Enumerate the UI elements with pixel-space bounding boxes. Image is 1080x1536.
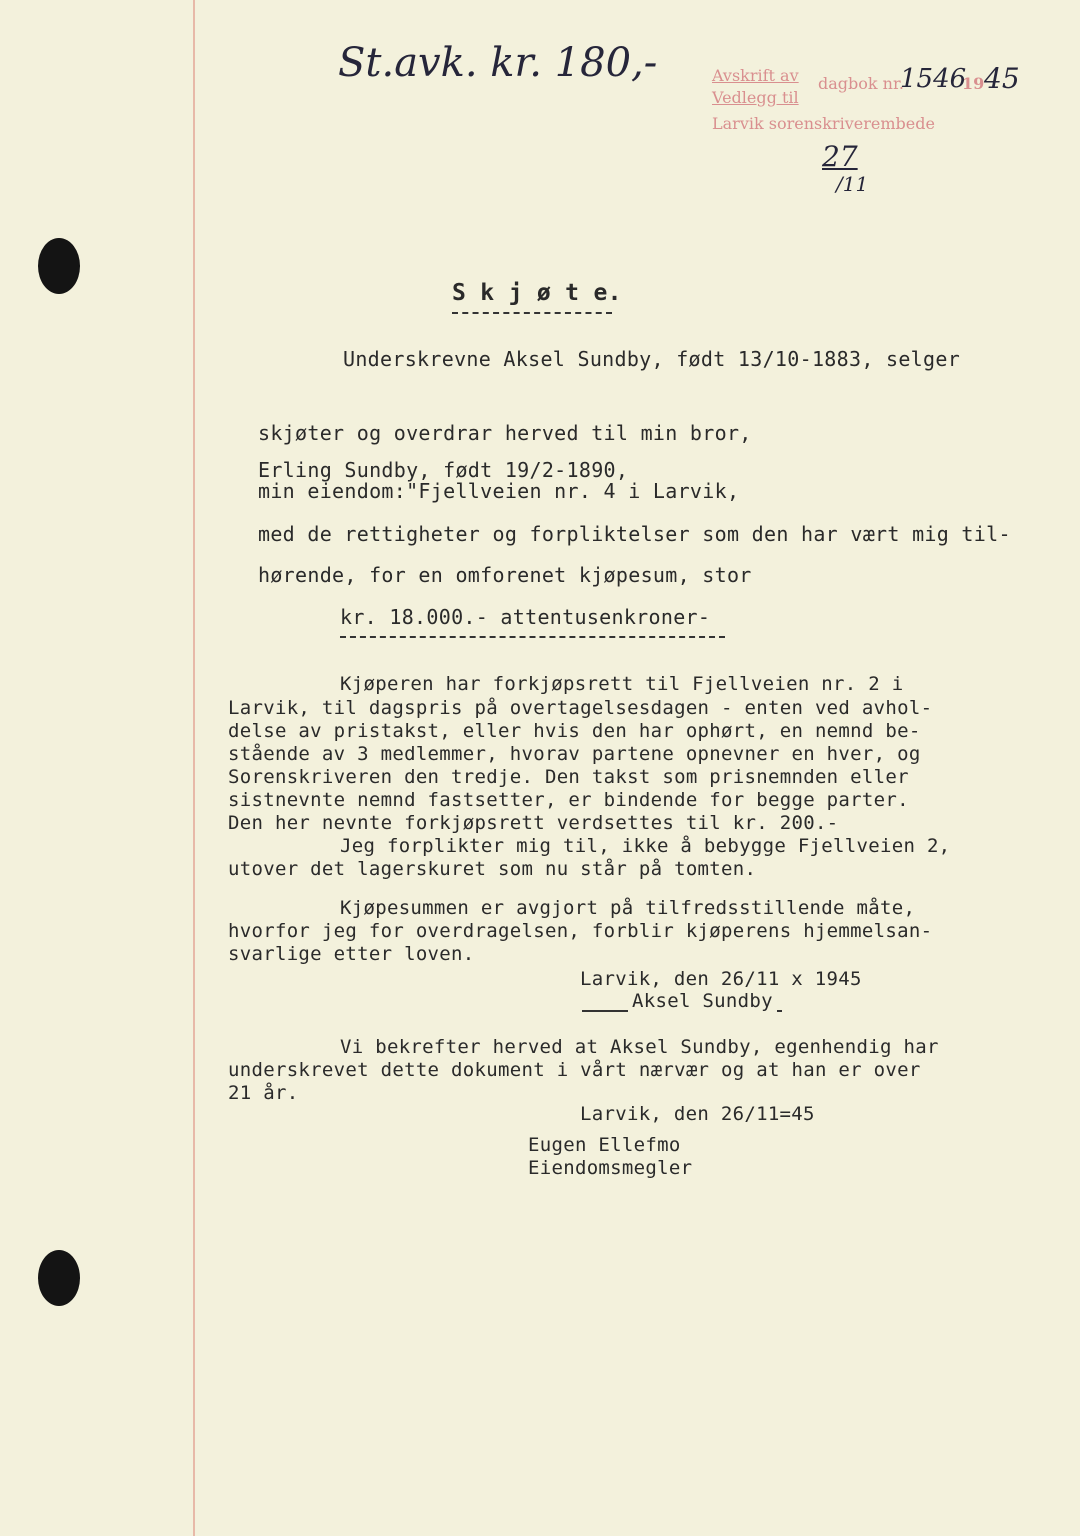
p2-line-3: delse av pristakst, eller hvis den har ophørt, en nemnd be- — [228, 720, 921, 742]
p3-line-3: svarlige etter loven. — [228, 943, 475, 965]
p3-line-2: hvorfor jeg for overdragelsen, forblir kjøperens hjemmelsan- — [228, 920, 933, 942]
p1-line-1: Underskrevne Aksel Sundby, født 13/10-1883, selger — [343, 347, 961, 371]
office-stamp: Larvik sorenskriverembede — [712, 114, 935, 133]
punch-hole-bottom — [38, 1250, 80, 1306]
p4-line-2: underskrevet dette dokument i vårt nærvær og at han er over — [228, 1059, 921, 1081]
p3-line-1: Kjøpesummen er avgjort på tilfredsstillende måte, — [340, 897, 916, 919]
dagbok-number: 1546 — [900, 64, 967, 94]
witness-title: Eiendomsmegler — [528, 1157, 693, 1179]
p1-line-2: skjøter og overdrar herved til min bror, — [258, 421, 752, 445]
p2-line-9: utover det lagerskuret som nu står på tomten. — [228, 858, 757, 880]
p1-line-3: Erling Sundby, født 19/2-1890, — [258, 458, 629, 482]
p2-line-6: sistnevnte nemnd fastsetter, er bindende for begge parter. — [228, 789, 909, 811]
signature-1: Aksel Sundby — [628, 990, 777, 1012]
p2-line-8: Jeg forplikter mig til, ikke å bebygge Fjellveien 2, — [340, 835, 951, 857]
p4-line-1: Vi bekrefter herved at Aksel Sundby, egenhendig har — [340, 1036, 939, 1058]
p4-line-3: 21 år. — [228, 1082, 299, 1104]
year-suffix: 45 — [984, 62, 1020, 95]
date-note-bottom: /11 — [836, 172, 869, 196]
p2-line-7: Den her nevnte forkjøpsrett verdsettes til kr. 200.- — [228, 812, 839, 834]
price-line: kr. 18.000.- attentusenkroner- — [340, 605, 711, 629]
p2-line-5: Sorenskriveren den tredje. Den takst som prisnemnden eller — [228, 766, 909, 788]
witness-name: Eugen Ellefmo — [528, 1134, 681, 1156]
stamp-fee-note: St.avk. kr. 180,- — [338, 40, 658, 86]
stamp-dagbok: dagbok nr. — [818, 74, 904, 93]
margin-line — [193, 0, 195, 1536]
p2-line-2: Larvik, til dagspris på overtagelsesdagen - enten ved avhol- — [228, 697, 933, 719]
document-title: S k j ø t e. — [452, 280, 622, 306]
date-note-top: 27 — [822, 140, 858, 173]
place-date-2: Larvik, den 26/11=45 — [580, 1103, 815, 1125]
p1-line-4: min eiendom:"Fjellveien nr. 4 i Larvik, — [258, 479, 740, 503]
price-underline — [340, 636, 725, 638]
title-underline — [452, 312, 612, 314]
year-prefix: 19 — [962, 74, 985, 93]
p1-line-6: hørende, for en omforenet kjøpesum, stor — [258, 563, 752, 587]
punch-hole-top — [38, 238, 80, 294]
p2-line-4: stående av 3 medlemmer, hvorav partene opnevner en hver, og — [228, 743, 921, 765]
place-date-1: Larvik, den 26/11 x 1945 — [580, 968, 862, 990]
p1-line-5: med de rettigheter og forpliktelser som den har vært mig til- — [258, 522, 1011, 546]
stamp-line-2: Vedlegg til — [712, 88, 799, 107]
stamp-line-1: Avskrift av — [712, 66, 799, 85]
p2-line-1: Kjøperen har forkjøpsrett til Fjellveien nr. 2 i — [340, 673, 904, 695]
